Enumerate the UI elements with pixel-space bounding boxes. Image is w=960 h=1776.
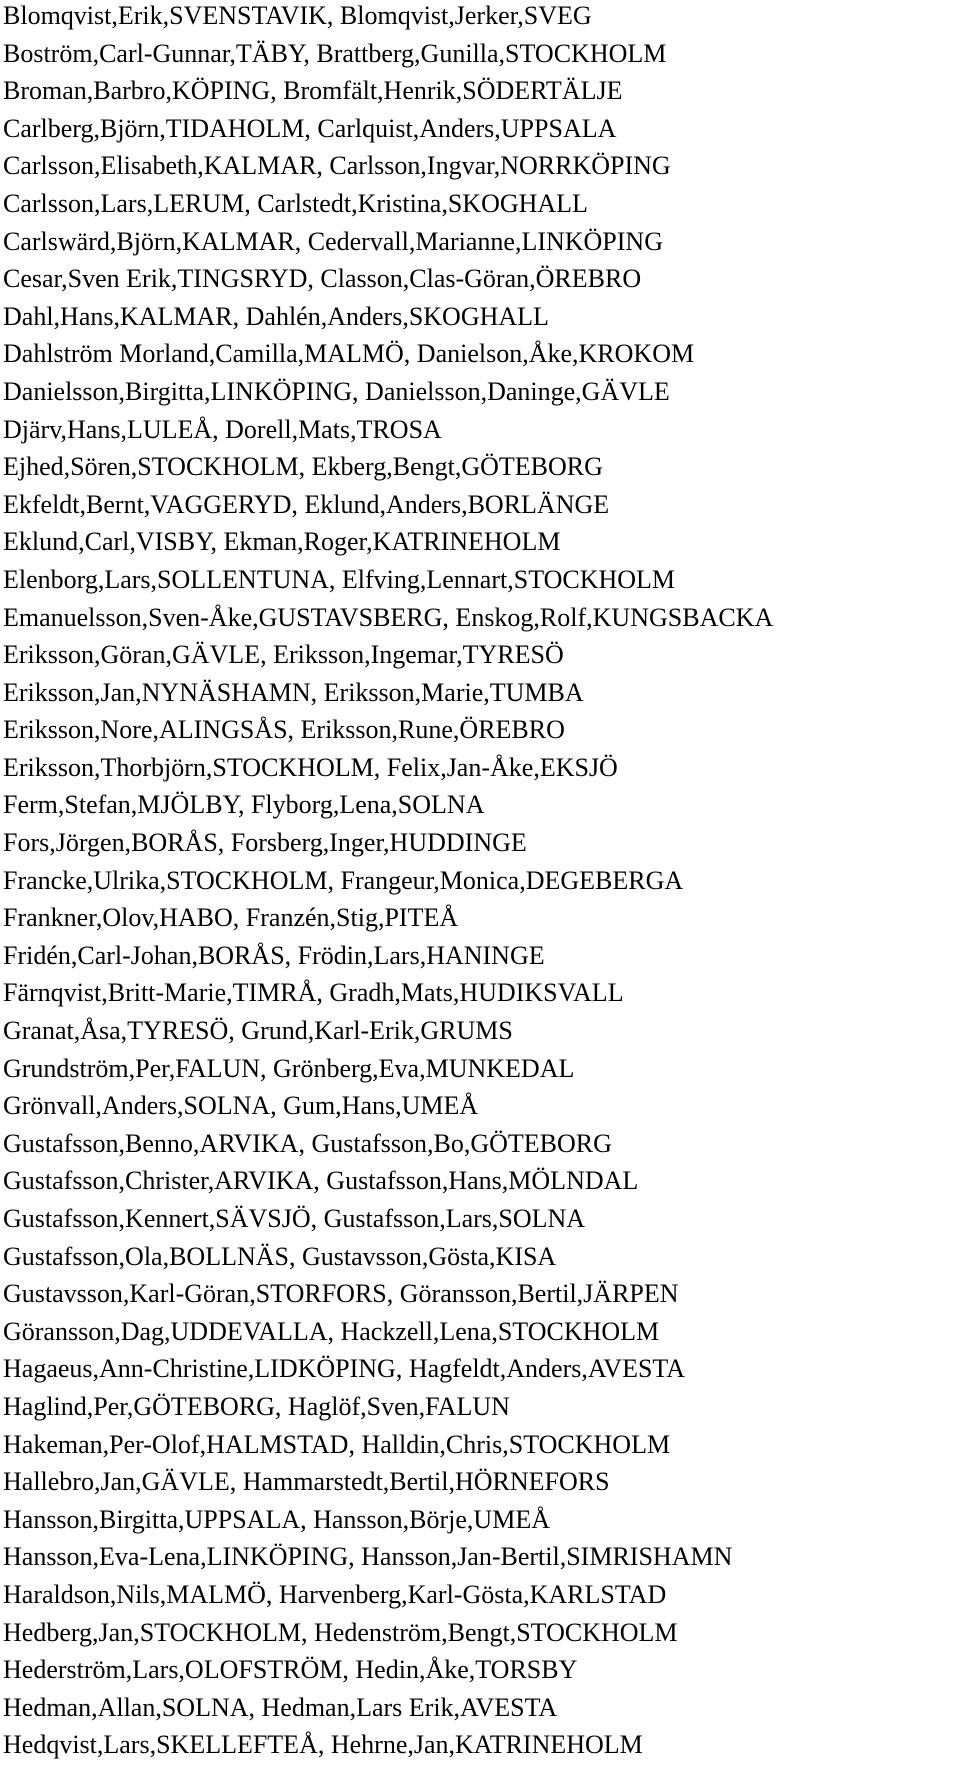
- list-line: Carlswärd,Björn,KALMAR, Cedervall,Marianne,LINKÖPING: [3, 226, 663, 256]
- list-line: Gustafsson,Benno,ARVIKA, Gustafsson,Bo,GÖTEBORG: [3, 1128, 612, 1158]
- list-line: Granat,Åsa,TYRESÖ, Grund,Karl-Erik,GRUMS: [3, 1016, 513, 1046]
- list-line: Eriksson,Thorbjörn,STOCKHOLM, Felix,Jan-Åke,EKSJÖ: [3, 752, 618, 782]
- list-line: Hallebro,Jan,GÄVLE, Hammarstedt,Bertil,HÖRNEFORS: [3, 1467, 610, 1497]
- list-line: Emanuelsson,Sven-Åke,GUSTAVSBERG, Enskog,Rolf,KUNGSBACKA: [3, 602, 774, 632]
- list-line: Gustafsson,Kennert,SÄVSJÖ, Gustafsson,Lars,SOLNA: [3, 1204, 586, 1233]
- list-line: Göransson,Dag,UDDEVALLA, Hackzell,Lena,STOCKHOLM: [3, 1316, 660, 1346]
- list-line: Grundström,Per,FALUN, Grönberg,Eva,MUNKEDAL: [3, 1053, 575, 1083]
- list-line: Elenborg,Lars,SOLLENTUNA, Elfving,Lennart,STOCKHOLM: [3, 564, 676, 594]
- list-line: Eriksson,Jan,NYNÄSHAMN, Eriksson,Marie,TUMBA: [3, 677, 584, 707]
- list-line: Hagaeus,Ann-Christine,LIDKÖPING, Hagfeldt,Anders,AVESTA: [3, 1354, 685, 1384]
- list-line: Gustafsson,Ola,BOLLNÄS, Gustavsson,Gösta,KISA: [3, 1241, 557, 1271]
- list-line: Hansson,Birgitta,UPPSALA, Hansson,Börje,UMEÅ: [3, 1504, 550, 1534]
- list-line: Färnqvist,Britt-Marie,TIMRÅ, Gradh,Mats,HUDIKSVALL: [3, 978, 624, 1008]
- list-line: Boström,Carl-Gunnar,TÄBY, Brattberg,Gunilla,STOCKHOLM: [3, 38, 667, 68]
- list-line: Francke,Ulrika,STOCKHOLM, Frangeur,Monica,DEGEBERGA: [3, 865, 684, 895]
- list-line: Frankner,Olov,HABO, Franzén,Stig,PITEÅ: [3, 903, 459, 933]
- list-line: Dahlström Morland,Camilla,MALMÖ, Danielson,Åke,KROKOM: [3, 339, 695, 369]
- list-line: Djärv,Hans,LULEÅ, Dorell,Mats,TROSA: [3, 414, 442, 444]
- list-line: Hedberg,Jan,STOCKHOLM, Hedenström,Bengt,STOCKHOLM: [3, 1617, 678, 1647]
- list-line: Hederström,Lars,OLOFSTRÖM, Hedin,Åke,TORSBY: [3, 1655, 578, 1685]
- list-line: Haglind,Per,GÖTEBORG, Haglöf,Sven,FALUN: [3, 1391, 510, 1421]
- list-line: Gustafsson,Christer,ARVIKA, Gustafsson,Hans,MÖLNDAL: [3, 1166, 639, 1196]
- list-line: Danielsson,Birgitta,LINKÖPING, Danielsson,Daninge,GÄVLE: [3, 376, 670, 406]
- list-line: Haraldson,Nils,MALMÖ, Harvenberg,Karl-Gösta,KARLSTAD: [3, 1579, 667, 1609]
- list-line: Carlberg,Björn,TIDAHOLM, Carlquist,Anders,UPPSALA: [3, 113, 617, 143]
- list-line: Cesar,Sven Erik,TINGSRYD, Classon,Clas-Göran,ÖREBRO: [3, 264, 642, 294]
- list-line: Carlsson,Elisabeth,KALMAR, Carlsson,Ingvar,NORRKÖPING: [3, 151, 671, 181]
- name-list: [3, 0, 960, 1764]
- list-line: Ekfeldt,Bernt,VAGGERYD, Eklund,Anders,BORLÄNGE: [3, 489, 610, 519]
- list-line: Carlsson,Lars,LERUM, Carlstedt,Kristina,SKOGHALL: [3, 188, 588, 218]
- list-line: Eriksson,Nore,ALINGSÅS, Eriksson,Rune,ÖREBRO: [3, 715, 565, 745]
- list-line: Dahl,Hans,KALMAR, Dahlén,Anders,SKOGHALL: [3, 301, 549, 331]
- list-line: Grönvall,Anders,SOLNA, Gum,Hans,UMEÅ: [3, 1091, 479, 1121]
- list-line: Hedqvist,Lars,SKELLEFTEÅ, Hehrne,Jan,KATRINEHOLM: [3, 1730, 643, 1760]
- list-line: Blomqvist,Erik,SVENSTAVIK, Blomqvist,Jerker,SVEG: [3, 1, 592, 30]
- list-line: Gustavsson,Karl-Göran,STORFORS, Göransson,Bertil,JÄRPEN: [3, 1279, 679, 1309]
- list-line: Broman,Barbro,KÖPING, Bromfält,Henrik,SÖDERTÄLJE: [3, 76, 623, 106]
- list-line: Eklund,Carl,VISBY, Ekman,Roger,KATRINEHOLM: [3, 527, 561, 557]
- list-line: Hakeman,Per-Olof,HALMSTAD, Halldin,Chris,STOCKHOLM: [3, 1429, 671, 1459]
- list-line: Fors,Jörgen,BORÅS, Forsberg,Inger,HUDDINGE: [3, 828, 527, 858]
- list-line: Ferm,Stefan,MJÖLBY, Flyborg,Lena,SOLNA: [3, 790, 485, 820]
- list-line: Ejhed,Sören,STOCKHOLM, Ekberg,Bengt,GÖTEBORG: [3, 452, 603, 482]
- list-line: Eriksson,Göran,GÄVLE, Eriksson,Ingemar,TYRESÖ: [3, 640, 564, 670]
- list-line: Hedman,Allan,SOLNA, Hedman,Lars Erik,AVESTA: [3, 1692, 558, 1722]
- list-line: Hansson,Eva-Lena,LINKÖPING, Hansson,Jan-Bertil,SIMRISHAMN: [3, 1542, 733, 1572]
- list-line: Fridén,Carl-Johan,BORÅS, Frödin,Lars,HANINGE: [3, 940, 545, 970]
